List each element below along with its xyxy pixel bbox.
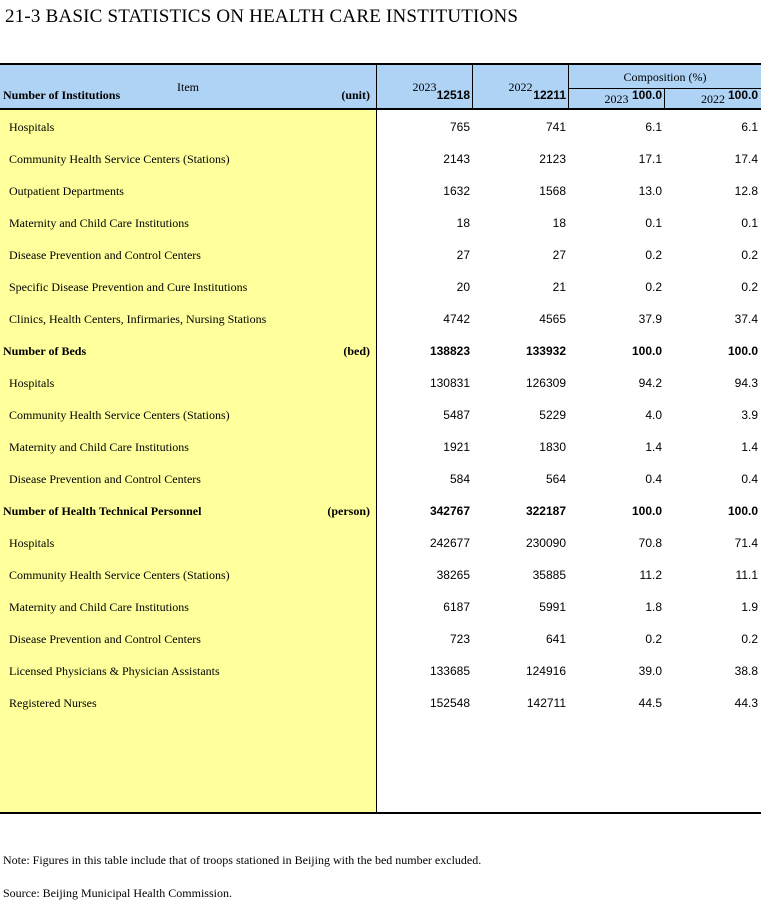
value-2022: 1830 xyxy=(539,440,566,454)
value-2022: 1568 xyxy=(539,184,566,198)
table-row xyxy=(0,367,761,399)
composition-2022: 1.9 xyxy=(741,600,758,614)
row-label: Community Health Service Centers (Stations) xyxy=(9,408,230,422)
header-year-2023: 2023 xyxy=(412,80,437,94)
composition-2023: 37.9 xyxy=(638,312,662,326)
composition-2022: 100.0 xyxy=(727,504,758,518)
value-2022: 21 xyxy=(552,280,566,294)
composition-2023: 100.0 xyxy=(631,88,662,102)
composition-2023: 0.4 xyxy=(645,472,662,486)
table-row xyxy=(0,655,761,687)
row-label: Clinics, Health Centers, Infirmaries, Nursing Stations xyxy=(9,312,267,326)
composition-2022: 1.4 xyxy=(741,440,758,454)
composition-2022: 71.4 xyxy=(734,536,758,550)
header-item: Item xyxy=(177,80,199,94)
row-unit: (person) xyxy=(327,504,370,518)
composition-2023: 11.2 xyxy=(639,568,662,582)
composition-2023: 1.4 xyxy=(645,440,662,454)
table-row xyxy=(0,303,761,335)
row-label: Hospitals xyxy=(9,376,55,390)
row-label: Hospitals xyxy=(9,536,55,550)
table-row xyxy=(0,399,761,431)
table-row xyxy=(0,271,761,303)
value-2023: 38265 xyxy=(436,568,470,582)
composition-2023: 13.0 xyxy=(638,184,662,198)
table-bottom-rule xyxy=(0,812,761,814)
composition-2022: 0.2 xyxy=(741,248,758,262)
value-2023: 152548 xyxy=(429,696,470,710)
row-label: Number of Health Technical Personnel xyxy=(3,504,202,518)
row-label: Disease Prevention and Control Centers xyxy=(9,472,201,486)
table-note: Note: Figures in this table include that of troops stationed in Beijing with the bed number excluded. xyxy=(3,853,482,867)
value-2023: 584 xyxy=(449,472,470,486)
value-2023: 18 xyxy=(456,216,470,230)
composition-2023: 1.8 xyxy=(645,600,662,614)
value-2022: 142711 xyxy=(526,696,566,710)
composition-2023: 4.0 xyxy=(645,408,662,422)
table-row xyxy=(0,463,761,495)
composition-2023: 0.2 xyxy=(645,280,662,294)
composition-2022: 3.9 xyxy=(741,408,758,422)
composition-2023: 94.2 xyxy=(638,376,662,390)
row-label: Disease Prevention and Control Centers xyxy=(9,248,201,262)
table-row xyxy=(0,175,761,207)
value-2023: 5487 xyxy=(443,408,470,422)
page-title: 21-3 BASIC STATISTICS ON HEALTH CARE INSTITUTIONS xyxy=(5,6,519,27)
table-row xyxy=(0,687,761,719)
value-2022: 133932 xyxy=(525,344,566,358)
value-2022: 4565 xyxy=(539,312,566,326)
value-2022: 641 xyxy=(545,632,566,646)
composition-2023: 44.5 xyxy=(638,696,662,710)
composition-2022: 100.0 xyxy=(727,344,758,358)
table-row xyxy=(0,143,761,175)
composition-2022: 0.1 xyxy=(741,216,758,230)
value-2022: 124916 xyxy=(525,664,566,678)
row-label: Number of Institutions xyxy=(3,88,121,102)
value-2022: 35885 xyxy=(532,568,566,582)
composition-2022: 44.3 xyxy=(734,696,758,710)
row-label: Disease Prevention and Control Centers xyxy=(9,632,201,646)
row-unit: (bed) xyxy=(343,344,370,358)
row-label: Maternity and Child Care Institutions xyxy=(9,440,189,454)
value-2022: 230090 xyxy=(525,536,566,550)
row-label: Community Health Service Centers (Stations) xyxy=(9,152,230,166)
row-unit: (unit) xyxy=(341,88,370,102)
header-composition-2022: 2022 xyxy=(701,92,725,106)
value-2022: 741 xyxy=(545,120,566,134)
composition-2022: 0.4 xyxy=(741,472,758,486)
value-2023: 138823 xyxy=(429,344,470,358)
value-2023: 130831 xyxy=(429,376,470,390)
value-2022: 5229 xyxy=(539,408,566,422)
table-section-row xyxy=(0,335,761,367)
composition-2022: 11.1 xyxy=(735,568,758,582)
value-2023: 6187 xyxy=(443,600,470,614)
value-2023: 4742 xyxy=(443,312,470,326)
composition-2023: 100.0 xyxy=(631,504,662,518)
value-2022: 2123 xyxy=(539,152,566,166)
composition-2023: 17.1 xyxy=(638,152,662,166)
composition-2023: 70.8 xyxy=(638,536,662,550)
composition-2022: 38.8 xyxy=(734,664,758,678)
value-2023: 2143 xyxy=(443,152,470,166)
composition-2022: 6.1 xyxy=(741,120,758,134)
value-2023: 20 xyxy=(456,280,470,294)
header-year-2022: 2022 xyxy=(508,80,533,94)
value-2022: 18 xyxy=(552,216,566,230)
row-label: Specific Disease Prevention and Cure Institutions xyxy=(9,280,248,294)
composition-2023: 0.2 xyxy=(645,248,662,262)
value-2022: 126309 xyxy=(525,376,566,390)
header-composition: Composition (%) xyxy=(623,69,707,84)
row-label: Number of Beds xyxy=(3,344,87,358)
header-composition-2023: 2023 xyxy=(604,92,629,106)
table-row xyxy=(0,623,761,655)
value-2023: 12518 xyxy=(436,88,470,102)
table-row xyxy=(0,527,761,559)
table-row xyxy=(0,111,761,143)
row-label: Registered Nurses xyxy=(9,696,97,710)
table-source: Source: Beijing Municipal Health Commission. xyxy=(3,886,232,900)
value-2023: 342767 xyxy=(429,504,470,518)
composition-2022: 37.4 xyxy=(734,312,758,326)
table-row xyxy=(0,559,761,591)
row-label: Maternity and Child Care Institutions xyxy=(9,216,189,230)
value-2023: 133685 xyxy=(429,664,470,678)
table-row xyxy=(0,591,761,623)
row-label: Maternity and Child Care Institutions xyxy=(9,600,189,614)
table-section-row xyxy=(0,79,761,111)
row-label: Outpatient Departments xyxy=(9,184,124,198)
composition-2023: 100.0 xyxy=(631,344,662,358)
value-2023: 723 xyxy=(449,632,470,646)
composition-2023: 0.1 xyxy=(645,216,662,230)
composition-2022: 100.0 xyxy=(727,88,758,102)
composition-2022: 12.8 xyxy=(734,184,758,198)
row-label: Licensed Physicians & Physician Assistants xyxy=(9,664,220,678)
value-2022: 564 xyxy=(545,472,566,486)
value-2023: 242677 xyxy=(429,536,470,550)
composition-2023: 6.1 xyxy=(645,120,662,134)
value-2023: 27 xyxy=(456,248,470,262)
value-2022: 5991 xyxy=(539,600,566,614)
value-2022: 12211 xyxy=(533,88,566,102)
table-row xyxy=(0,431,761,463)
row-label: Hospitals xyxy=(9,120,55,134)
composition-2022: 94.3 xyxy=(734,376,758,390)
table-row xyxy=(0,207,761,239)
composition-2023: 0.2 xyxy=(645,632,662,646)
value-2023: 1921 xyxy=(443,440,470,454)
row-label: Community Health Service Centers (Stations) xyxy=(9,568,230,582)
table-section-row xyxy=(0,495,761,527)
composition-2022: 0.2 xyxy=(741,280,758,294)
composition-2023: 39.0 xyxy=(638,664,662,678)
composition-2022: 17.4 xyxy=(734,152,758,166)
value-2022: 322187 xyxy=(525,504,566,518)
value-2023: 765 xyxy=(449,120,470,134)
composition-2022: 0.2 xyxy=(741,632,758,646)
value-2022: 27 xyxy=(552,248,566,262)
value-2023: 1632 xyxy=(443,184,470,198)
table-row xyxy=(0,239,761,271)
table-body xyxy=(0,79,761,719)
